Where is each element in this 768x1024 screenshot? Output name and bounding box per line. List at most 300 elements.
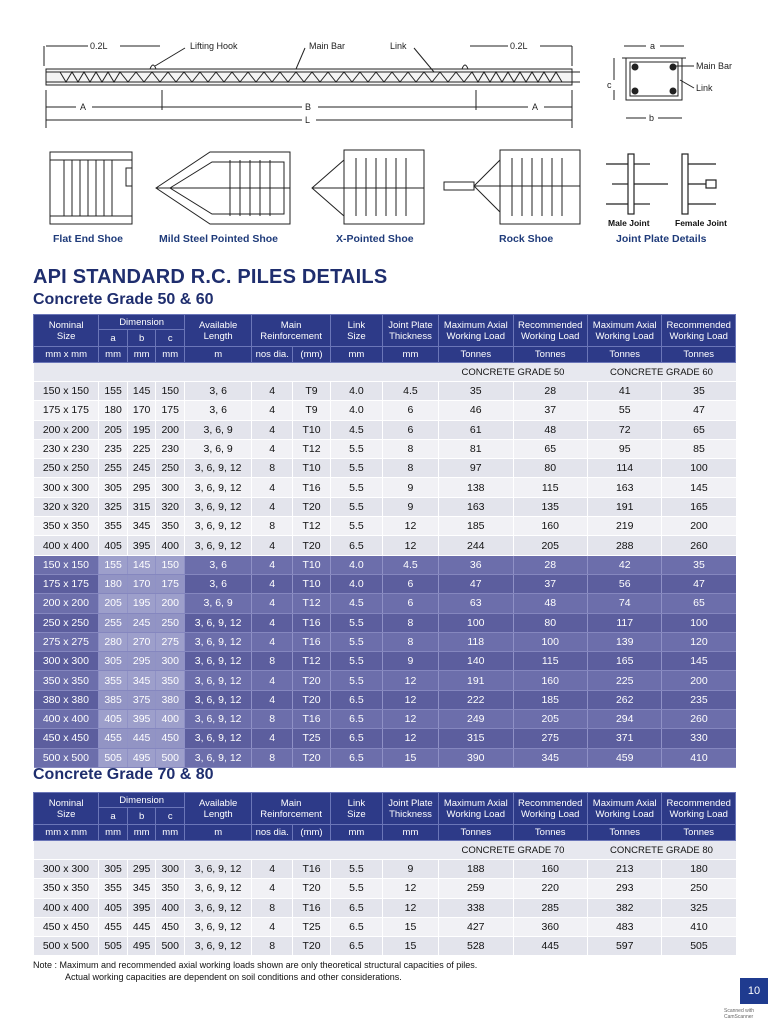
unit-cell: mm: [127, 347, 156, 363]
table-cell: 65: [513, 439, 587, 458]
table-cell: 3, 6, 9, 12: [184, 898, 251, 917]
table-cell: 5.5: [330, 459, 382, 478]
table-cell: 100: [662, 613, 736, 632]
table-cell: 200 x 200: [34, 420, 99, 439]
table-cell: T20: [293, 879, 331, 898]
table-cell: T9: [293, 382, 331, 401]
table-cell: 295: [127, 652, 156, 671]
table-cell: 4.5: [382, 555, 438, 574]
header-max-axial-working-load: Maximum Axial Working Load: [439, 315, 513, 347]
unit-cell: mm: [99, 347, 128, 363]
table-cell: 3, 6, 9, 12: [184, 536, 251, 555]
table-cell: 255: [99, 613, 128, 632]
table-cell: 250: [662, 879, 736, 898]
table-cell: 245: [127, 459, 156, 478]
table-cell: 4.0: [330, 574, 382, 593]
flat-end-shoe-drawing: [50, 152, 132, 224]
table-cell: 275 x 275: [34, 632, 99, 651]
table-cell: 100: [439, 613, 513, 632]
table-cell: 345: [127, 671, 156, 690]
table-cell: 150: [156, 555, 185, 574]
table-row: [34, 517, 736, 536]
table-row: [34, 613, 736, 632]
table-cell: 205: [513, 710, 587, 729]
table-cell: 295: [127, 860, 156, 879]
table-cell: 8: [382, 459, 438, 478]
rock-shoe-drawing: [444, 150, 580, 224]
table-cell: 6.5: [330, 536, 382, 555]
caption-flat-end-shoe: Flat End Shoe: [53, 233, 124, 245]
caption-joint-plate-details: Joint Plate Details: [616, 233, 707, 245]
table-cell: 9: [382, 652, 438, 671]
table-row: [34, 632, 736, 651]
table-cell: 250 x 250: [34, 459, 99, 478]
piles-table-grade-50-60: [33, 314, 736, 768]
table-cell: 5.5: [330, 671, 382, 690]
table-cell: 345: [127, 517, 156, 536]
header-recommended-working-load: Recommended Working Load: [662, 793, 736, 825]
table-cell: 250: [156, 459, 185, 478]
table-cell: 325: [99, 497, 128, 516]
table-cell: T9: [293, 401, 331, 420]
table-cell: 3, 6, 9, 12: [184, 459, 251, 478]
table-cell: 37: [513, 574, 587, 593]
table-cell: 375: [127, 690, 156, 709]
table-cell: 163: [439, 497, 513, 516]
table-cell: 350 x 350: [34, 879, 99, 898]
table-cell: 180: [662, 860, 736, 879]
table-cell: 72: [587, 420, 661, 439]
table-cell: 8: [252, 517, 293, 536]
table-cell: 395: [127, 536, 156, 555]
table-cell: 285: [513, 898, 587, 917]
table-cell: 9: [382, 497, 438, 516]
unit-cell: mm: [99, 825, 128, 841]
table-cell: 114: [587, 459, 661, 478]
table-cell: 410: [662, 917, 736, 936]
table-cell: 65: [662, 420, 736, 439]
unit-cell: Tonnes: [513, 825, 587, 841]
table-cell: 118: [439, 632, 513, 651]
table-cell: 37: [513, 401, 587, 420]
table-cell: 355: [99, 671, 128, 690]
table-cell: 3, 6, 9, 12: [184, 613, 251, 632]
table-cell: 200: [156, 594, 185, 613]
header-main-reinforcement: Main Reinforcement: [252, 793, 331, 825]
table-cell: 15: [382, 937, 438, 956]
table-cell: 3, 6, 9, 12: [184, 632, 251, 651]
table-cell: 180: [99, 401, 128, 420]
table-cell: 500: [156, 937, 185, 956]
table-cell: 4.5: [330, 594, 382, 613]
table-row: [34, 439, 736, 458]
table-cell: 195: [127, 594, 156, 613]
unit-cell: m: [184, 825, 251, 841]
caption-x-pointed-shoe: X-Pointed Shoe: [336, 233, 414, 245]
unit-cell: mm: [127, 825, 156, 841]
table-cell: 390: [439, 748, 513, 767]
table-cell: 380: [156, 690, 185, 709]
table-cell: 145: [662, 478, 736, 497]
caption-mild-steel-pointed-shoe: Mild Steel Pointed Shoe: [159, 233, 279, 245]
table-cell: 259: [439, 879, 513, 898]
label-lifting-hook: Lifting Hook: [190, 41, 238, 51]
table-cell: T10: [293, 459, 331, 478]
table-row: [34, 497, 736, 516]
table-cell: 4: [252, 594, 293, 613]
table-cell: 150 x 150: [34, 555, 99, 574]
table-cell: 205: [513, 536, 587, 555]
unit-cell: (mm): [293, 347, 331, 363]
table-cell: 225: [587, 671, 661, 690]
table-cell: 244: [439, 536, 513, 555]
grade-row: [34, 841, 736, 860]
table-cell: 48: [513, 420, 587, 439]
table-cell: 4: [252, 536, 293, 555]
table-cell: 293: [587, 879, 661, 898]
table-cell: 445: [127, 729, 156, 748]
table-cell: 360: [513, 917, 587, 936]
table-row: [34, 671, 736, 690]
table-cell: 3, 6, 9, 12: [184, 671, 251, 690]
table-cell: 3, 6, 9, 12: [184, 690, 251, 709]
table-row: [34, 459, 736, 478]
table-cell: 4: [252, 555, 293, 574]
table-cell: 4: [252, 420, 293, 439]
table-cell: 400 x 400: [34, 710, 99, 729]
table-cell: 3, 6, 9, 12: [184, 478, 251, 497]
table-cell: T16: [293, 898, 331, 917]
table-cell: 230: [156, 439, 185, 458]
table-cell: 3, 6, 9, 12: [184, 860, 251, 879]
table-cell: 8: [252, 898, 293, 917]
table-cell: 47: [439, 574, 513, 593]
table-cell: T20: [293, 536, 331, 555]
table-cell: 350: [156, 879, 185, 898]
table-cell: T20: [293, 748, 331, 767]
table-cell: 400 x 400: [34, 898, 99, 917]
table-cell: 405: [99, 898, 128, 917]
table-row: [34, 937, 736, 956]
table-cell: 15: [382, 917, 438, 936]
table-cell: 4: [252, 574, 293, 593]
units-row: [34, 347, 736, 363]
table-cell: 305: [99, 652, 128, 671]
table-cell: 288: [587, 536, 661, 555]
table-cell: 6.5: [330, 937, 382, 956]
table-cell: 4: [252, 497, 293, 516]
header-dimension: Dimension: [99, 793, 185, 808]
table-cell: 445: [127, 917, 156, 936]
table-cell: 74: [587, 594, 661, 613]
header-available-length: Available Length: [184, 315, 251, 347]
table-cell: 175: [156, 401, 185, 420]
grade-row: [34, 363, 736, 382]
table-cell: 350: [156, 671, 185, 690]
table-cell: 6: [382, 574, 438, 593]
table-cell: 455: [99, 917, 128, 936]
pile-diagram: [0, 0, 768, 262]
unit-cell: Tonnes: [513, 347, 587, 363]
table-cell: 4: [252, 690, 293, 709]
table-cell: 455: [99, 729, 128, 748]
table-cell: 3, 6, 9: [184, 439, 251, 458]
table-cell: 160: [513, 860, 587, 879]
table-cell: 275: [156, 632, 185, 651]
table-cell: 4.0: [330, 401, 382, 420]
table-cell: 47: [662, 574, 736, 593]
table-row: [34, 401, 736, 420]
table-cell: 3, 6, 9, 12: [184, 497, 251, 516]
header-dimension: Dimension: [99, 315, 185, 330]
table-cell: 300 x 300: [34, 478, 99, 497]
grade-label-left: CONCRETE GRADE 70: [439, 841, 588, 860]
table-cell: 191: [587, 497, 661, 516]
label-link: Link: [390, 41, 407, 51]
table-cell: 36: [439, 555, 513, 574]
table-cell: 12: [382, 710, 438, 729]
table-cell: 338: [439, 898, 513, 917]
table-cell: 320: [156, 497, 185, 516]
table-cell: 56: [587, 574, 661, 593]
table-cell: 9: [382, 478, 438, 497]
table-cell: 4: [252, 439, 293, 458]
table-cell: 315: [439, 729, 513, 748]
label-02l-right: 0.2L: [510, 41, 528, 51]
table-cell: 3, 6, 9, 12: [184, 652, 251, 671]
table-cell: 255: [99, 459, 128, 478]
table-cell: 185: [513, 690, 587, 709]
table-cell: 4.0: [330, 555, 382, 574]
header-recommended-working-load: Recommended Working Load: [662, 315, 736, 347]
table-cell: 4: [252, 401, 293, 420]
table-cell: 3, 6, 9, 12: [184, 879, 251, 898]
table-row: [34, 748, 736, 767]
header-c: c: [156, 330, 185, 347]
table-cell: 3, 6, 9, 12: [184, 710, 251, 729]
unit-cell: mm: [382, 347, 438, 363]
page-number: 10: [740, 978, 768, 1004]
table-cell: 47: [662, 401, 736, 420]
table-cell: T16: [293, 860, 331, 879]
table-cell: 3, 6: [184, 382, 251, 401]
table-cell: 3, 6, 9, 12: [184, 748, 251, 767]
table-cell: 155: [99, 382, 128, 401]
unit-cell: Tonnes: [439, 825, 513, 841]
table-cell: 3, 6, 9: [184, 420, 251, 439]
table-cell: 28: [513, 555, 587, 574]
table-cell: 46: [439, 401, 513, 420]
table-cell: 5.5: [330, 478, 382, 497]
unit-cell: (mm): [293, 825, 331, 841]
table-cell: 5.5: [330, 497, 382, 516]
table-cell: 305: [99, 860, 128, 879]
table-cell: 405: [99, 536, 128, 555]
table-cell: 505: [99, 937, 128, 956]
table-cell: 35: [439, 382, 513, 401]
table-cell: 15: [382, 748, 438, 767]
table-cell: 4: [252, 671, 293, 690]
header-b: b: [127, 808, 156, 825]
header-recommended-working-load: Recommended Working Load: [513, 793, 587, 825]
table-cell: 100: [662, 459, 736, 478]
table-cell: 371: [587, 729, 661, 748]
header-max-axial-working-load: Maximum Axial Working Load: [587, 315, 661, 347]
header-nominal-size: Nominal Size: [34, 793, 99, 825]
unit-cell: mm x mm: [34, 347, 99, 363]
table-cell: 81: [439, 439, 513, 458]
label-sec-main-bar: Main Bar: [696, 61, 733, 71]
caption-rock-shoe: Rock Shoe: [499, 233, 554, 245]
table-cell: 139: [587, 632, 661, 651]
table-cell: 150 x 150: [34, 382, 99, 401]
footnote-line-2: Actual working capacities are dependent on soil conditions and other considerations.: [65, 972, 402, 982]
section-subtitle-grade-70-80: Concrete Grade 70 & 80: [33, 766, 214, 783]
table-cell: 250: [156, 613, 185, 632]
pile-elevation-drawing: [44, 46, 580, 128]
footnote: [33, 959, 477, 983]
table-cell: 495: [127, 748, 156, 767]
table-cell: 528: [439, 937, 513, 956]
header-joint-plate-thickness: Joint Plate Thickness: [382, 315, 438, 347]
table-row: [34, 729, 736, 748]
table-cell: 170: [127, 574, 156, 593]
table-cell: 28: [513, 382, 587, 401]
table-cell: 5.5: [330, 632, 382, 651]
table-cell: 294: [587, 710, 661, 729]
table-cell: 6.5: [330, 710, 382, 729]
label-sec-a: a: [650, 41, 656, 51]
page-title: API STANDARD R.C. PILES DETAILS: [33, 266, 388, 288]
table-cell: 165: [587, 652, 661, 671]
table-cell: 12: [382, 898, 438, 917]
table-cell: 65: [662, 594, 736, 613]
table-row: [34, 555, 736, 574]
table-cell: 4.5: [330, 420, 382, 439]
label-dim-a-left: A: [80, 102, 87, 112]
table-cell: T20: [293, 671, 331, 690]
footnote-line-1: Note : Maximum and recommended axial working loads shown are only theoretical structural capacities of piles.: [33, 960, 478, 970]
table-cell: T25: [293, 917, 331, 936]
table-cell: 12: [382, 536, 438, 555]
table-cell: 35: [662, 555, 736, 574]
table-cell: 205: [99, 420, 128, 439]
table-cell: 8: [252, 748, 293, 767]
table-cell: 3, 6, 9, 12: [184, 917, 251, 936]
table-cell: T16: [293, 710, 331, 729]
pile-cross-section: [614, 46, 694, 118]
table-cell: 200: [156, 420, 185, 439]
table-cell: 155: [99, 555, 128, 574]
table-cell: 115: [513, 478, 587, 497]
table-cell: 235: [99, 439, 128, 458]
header-a: a: [99, 330, 128, 347]
table-cell: 12: [382, 879, 438, 898]
header-a: a: [99, 808, 128, 825]
table-cell: 160: [513, 517, 587, 536]
table-cell: 3, 6, 9: [184, 594, 251, 613]
scanner-stamp: Scanned with CamScanner: [724, 1008, 755, 1020]
header-max-axial-working-load: Maximum Axial Working Load: [587, 793, 661, 825]
table-cell: 325: [662, 898, 736, 917]
table-cell: 250 x 250: [34, 613, 99, 632]
unit-cell: mm: [156, 347, 185, 363]
header-b: b: [127, 330, 156, 347]
table-cell: 97: [439, 459, 513, 478]
table-cell: 12: [382, 671, 438, 690]
table-cell: 100: [513, 632, 587, 651]
table-row: [34, 652, 736, 671]
table-cell: 410: [662, 748, 736, 767]
grade-label-left: CONCRETE GRADE 50: [439, 363, 588, 382]
table-cell: 225: [127, 439, 156, 458]
table-cell: 249: [439, 710, 513, 729]
table-cell: T10: [293, 555, 331, 574]
table-cell: 235: [662, 690, 736, 709]
unit-cell: mm x mm: [34, 825, 99, 841]
table-row: [34, 478, 736, 497]
table-cell: 450 x 450: [34, 729, 99, 748]
table-cell: 445: [513, 937, 587, 956]
table-cell: 150: [156, 382, 185, 401]
table-cell: 427: [439, 917, 513, 936]
table-cell: 295: [127, 478, 156, 497]
table-cell: 400: [156, 536, 185, 555]
table-cell: T12: [293, 439, 331, 458]
table-row: [34, 594, 736, 613]
table-cell: 300: [156, 860, 185, 879]
table-cell: 8: [252, 459, 293, 478]
table-cell: 483: [587, 917, 661, 936]
table-cell: 345: [513, 748, 587, 767]
table-cell: 6.5: [330, 748, 382, 767]
table-cell: T25: [293, 729, 331, 748]
table-cell: 4: [252, 729, 293, 748]
table-cell: 500: [156, 748, 185, 767]
table-cell: 275: [513, 729, 587, 748]
table-cell: 42: [587, 555, 661, 574]
table-cell: 12: [382, 729, 438, 748]
table-cell: 500 x 500: [34, 748, 99, 767]
table-cell: 505: [99, 748, 128, 767]
table-row: [34, 710, 736, 729]
table-cell: 270: [127, 632, 156, 651]
table-cell: 395: [127, 898, 156, 917]
table-cell: 185: [439, 517, 513, 536]
table-row: [34, 574, 736, 593]
unit-cell: nos dia.: [252, 347, 293, 363]
table-cell: 3, 6: [184, 574, 251, 593]
table-cell: T10: [293, 420, 331, 439]
table-cell: 160: [513, 671, 587, 690]
unit-cell: Tonnes: [587, 825, 661, 841]
table-cell: 450: [156, 917, 185, 936]
table-cell: 6.5: [330, 917, 382, 936]
table-cell: 350 x 350: [34, 517, 99, 536]
label-02l-left: 0.2L: [90, 41, 108, 51]
table-cell: 262: [587, 690, 661, 709]
table-cell: 500 x 500: [34, 937, 99, 956]
table-cell: 4: [252, 917, 293, 936]
table-cell: T10: [293, 574, 331, 593]
table-cell: 280: [99, 632, 128, 651]
table-cell: 459: [587, 748, 661, 767]
table-cell: 4: [252, 613, 293, 632]
table-cell: T12: [293, 517, 331, 536]
label-sec-link: Link: [696, 83, 713, 93]
table-cell: 35: [662, 382, 736, 401]
table-row: [34, 860, 736, 879]
